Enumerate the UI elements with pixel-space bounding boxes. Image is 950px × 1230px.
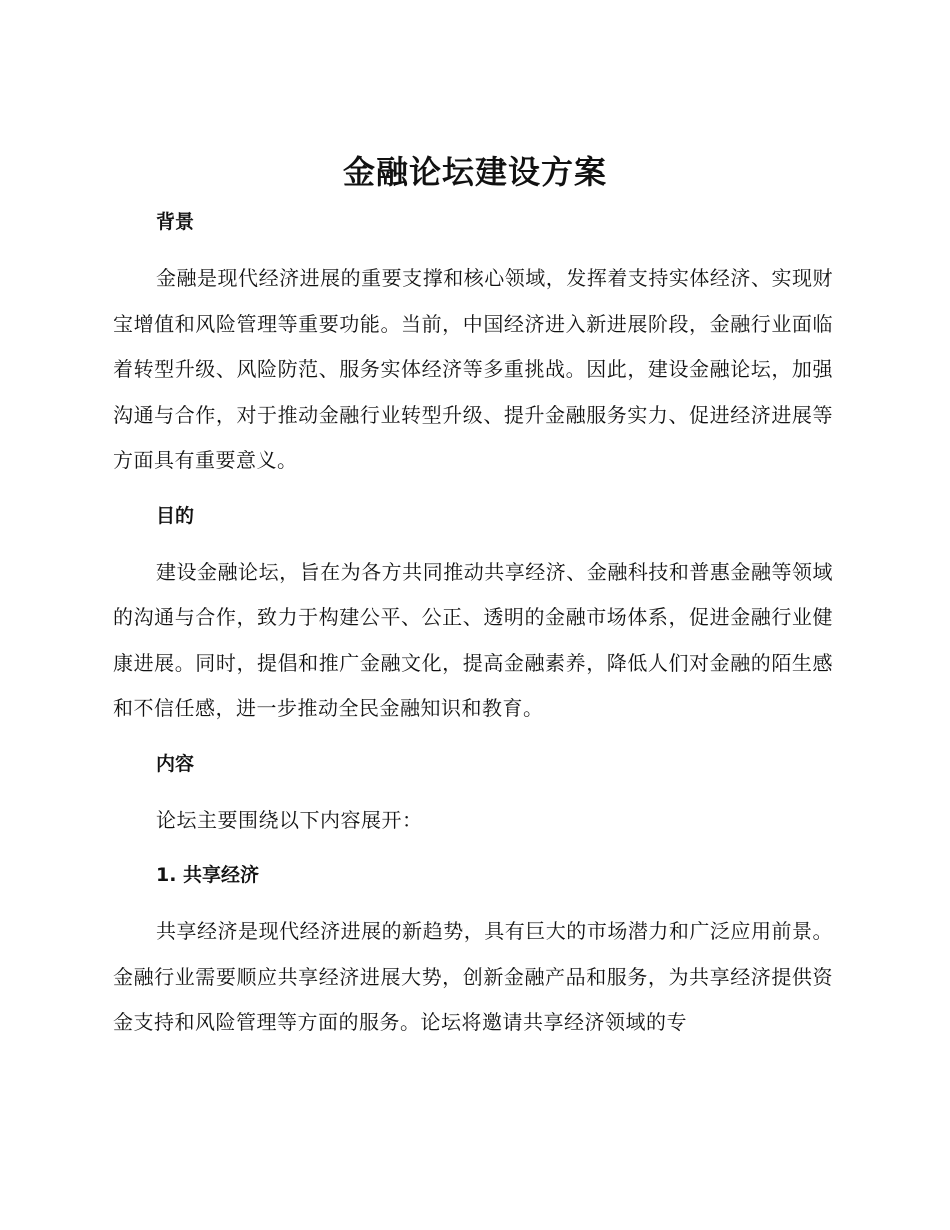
- section-text-sharing-economy: 共享经济是现代经济进展的新趋势，具有巨大的市场潜力和广泛应用前景。金融行业需要顺应共享经济进展大势，创新金融产品和服务，为共享经济提供资金支持和风险管理等方面的服务。论坛将邀请共享经济领域的专: [113, 919, 833, 1034]
- section-background: [113, 200, 833, 484]
- section-content: [113, 742, 833, 844]
- section-sharing-economy: [113, 853, 833, 1046]
- section-purpose: [113, 494, 833, 732]
- section-text-content: 论坛主要围绕以下内容展开：: [156, 807, 423, 832]
- section-text-purpose: 建设金融论坛，旨在为各方共同推动共享经济、金融科技和普惠金融等领域的沟通与合作，致力于构建公平、公正、透明的金融市场体系，促进金融行业健康进展。同时，提倡和推广金融文化，提高金融素养，降低人们对金融的陌生感和不信任感，进一步推动全民金融知识和教育。: [113, 559, 833, 720]
- section-heading-sharing-economy: 1. 共享经济: [156, 864, 260, 886]
- section-heading-background: 背景: [156, 211, 195, 233]
- document-body: [113, 200, 833, 1046]
- section-text-background: 金融是现代经济进展的重要支撑和核心领域，发挥着支持实体经济、实现财宝增值和风险管理等重要功能。当前，中国经济进入新进展阶段，金融行业面临着转型升级、风险防范、服务实体经济等多重挑战。因此，建设金融论坛，加强沟通与合作，对于推动金融行业转型升级、提升金融服务实力、促进经济进展等方面具有重要意义。: [113, 266, 833, 472]
- section-heading-content: 内容: [156, 752, 195, 775]
- section-heading-purpose: 目的: [156, 504, 195, 527]
- document-title: 金融论坛建设方案: [342, 153, 607, 191]
